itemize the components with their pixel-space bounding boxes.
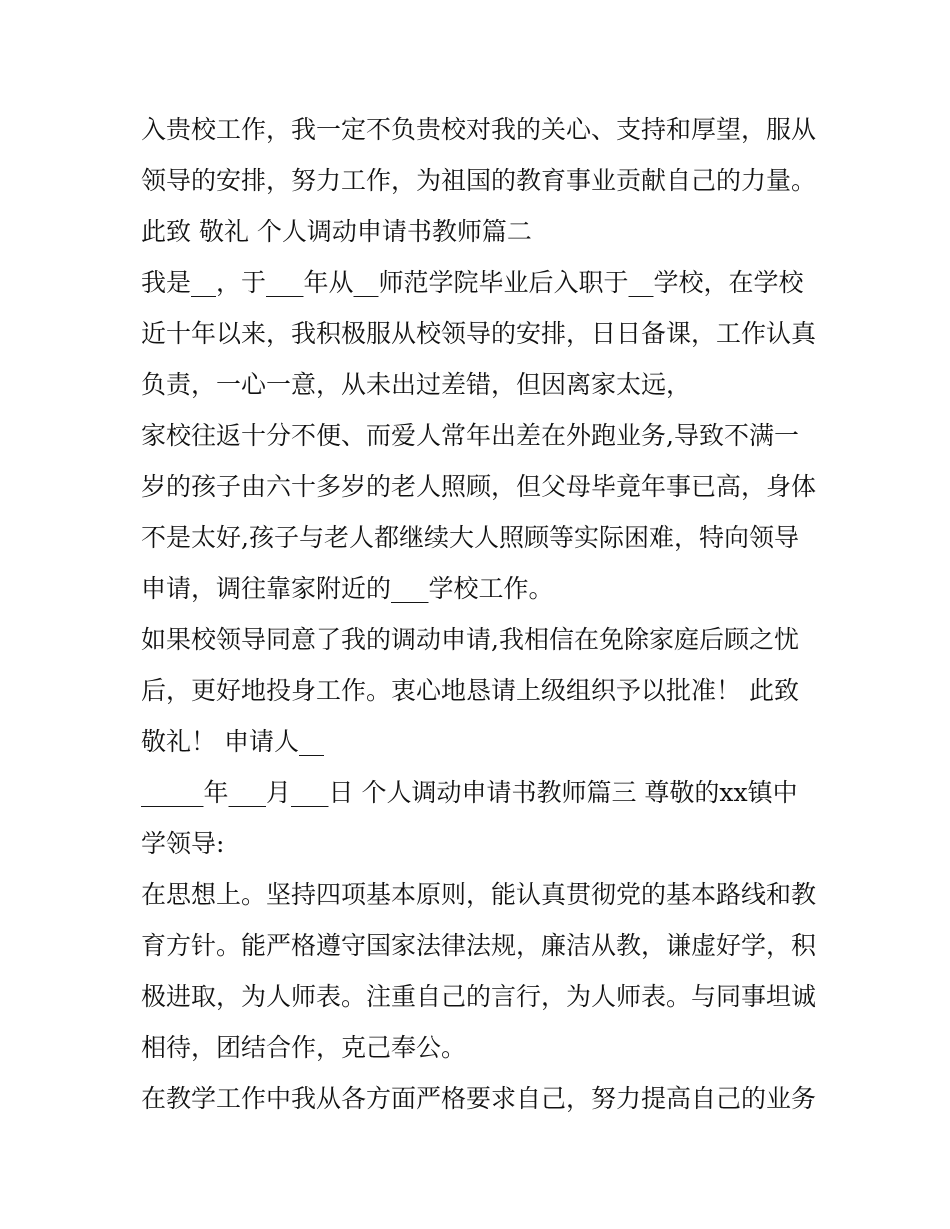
text-line: 领导的安排，努力工作，为祖国的教育事业贡献自己的力量。 <box>141 166 817 195</box>
text-line: 育方针。能严格遵守国家法律法规，廉洁从教，谦虚好学，积 <box>141 931 817 960</box>
document-body <box>141 104 821 1124</box>
text-line: _____年___月___日 个人调动申请书教师篇三 尊敬的xx镇中 <box>141 778 798 807</box>
text-line: 近十年以来，我积极服从校领导的安排，日日备课，工作认真 <box>141 319 817 348</box>
text-line: 极进取，为人师表。注重自己的言行，为人师表。与同事坦诚 <box>141 982 817 1011</box>
text-line: 学领导: <box>141 829 225 858</box>
text-line: 相待，团结合作，克己奉公。 <box>141 1033 467 1062</box>
text-line: 后，更好地投身工作。衷心地恳请上级组织予以批准！ 此致 <box>141 676 799 705</box>
text-line: 不是太好,孩子与老人都继续大人照顾等实际困难，特向领导 <box>141 523 799 552</box>
text-line: 申请，调往靠家附近的___学校工作。 <box>141 574 554 603</box>
text-line: 家校往返十分不便、而爱人常年出差在外跑业务,导致不满一 <box>141 421 799 450</box>
text-line: 负责，一心一意，从未出过差错，但因离家太远， <box>141 370 692 399</box>
text-line: 敬礼！ 申请人__ <box>141 727 324 756</box>
text-line: 岁的孩子由六十多岁的老人照顾，但父母毕竟年事已高，身体 <box>141 472 817 501</box>
text-line: 我是__，于___年从__师范学院毕业后入职于__学校，在学校 <box>141 268 804 297</box>
text-line: 如果校领导同意了我的调动申请,我相信在免除家庭后顾之忧 <box>141 625 799 654</box>
text-line: 此致 敬礼 个人调动申请书教师篇二 <box>141 217 532 246</box>
text-line: 入贵校工作，我一定不负贵校对我的关心、支持和厚望，服从 <box>141 115 817 144</box>
text-line: 在教学工作中我从各方面严格要求自己，努力提高自己的业务 <box>141 1084 817 1113</box>
text-line: 在思想上。坚持四项基本原则，能认真贯彻党的基本路线和教 <box>141 880 817 909</box>
